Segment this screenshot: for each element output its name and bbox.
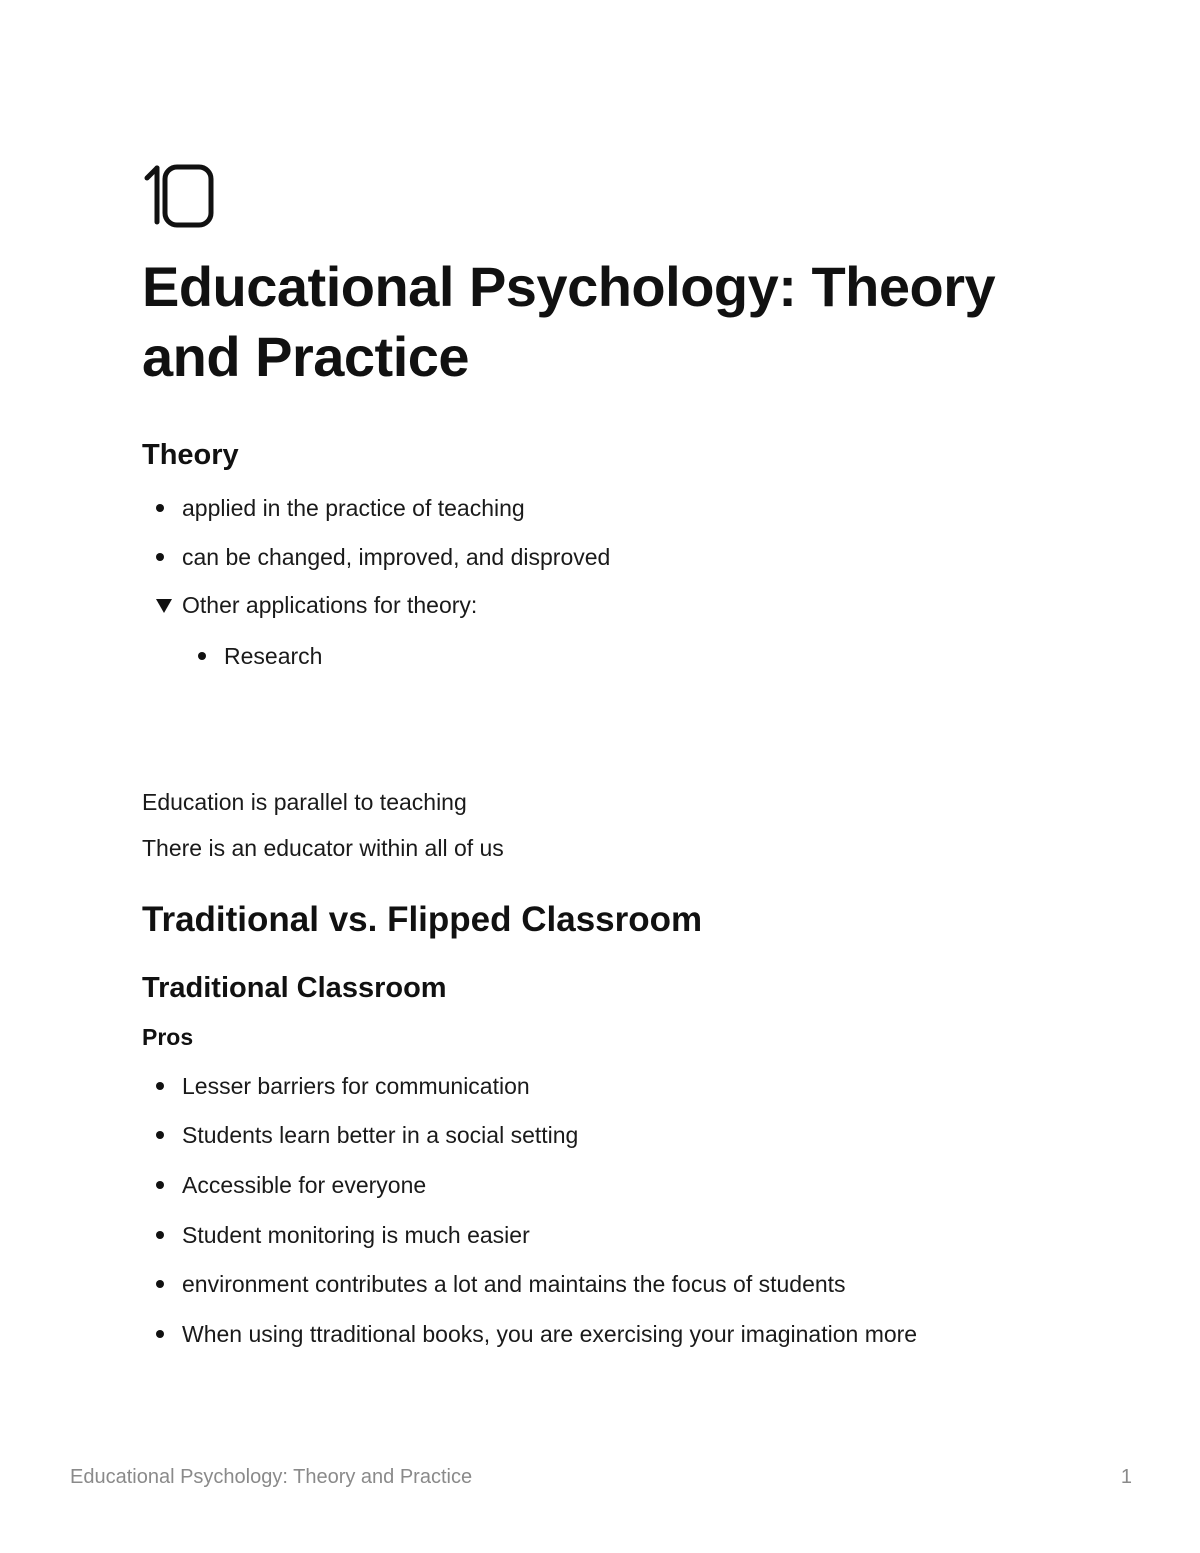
bullet-dot-icon	[156, 1330, 164, 1338]
heading-pros: Pros	[142, 1024, 194, 1050]
list-item	[156, 542, 610, 572]
bullet-dot-icon	[156, 1131, 164, 1139]
paragraph: There is an educator within all of us	[142, 835, 504, 861]
list-item-text: When using ttraditional books, you are exercising your imagination more	[182, 1321, 918, 1347]
heading-traditional-vs-flipped: Traditional vs. Flipped Classroom	[142, 900, 703, 939]
heading-traditional-classroom: Traditional Classroom	[142, 972, 447, 1004]
triangle-down-icon[interactable]	[156, 599, 172, 613]
list-item-text: Research	[224, 643, 323, 669]
list-item-text: Student monitoring is much easier	[182, 1222, 530, 1248]
list-item	[156, 1220, 530, 1250]
bullet-dot-icon	[156, 1082, 164, 1090]
list-item	[156, 1269, 846, 1299]
footer-page-number: 1	[1120, 1466, 1132, 1488]
footer-document-title: Educational Psychology: Theory and Practice	[70, 1466, 473, 1488]
bullet-dot-icon	[156, 504, 164, 512]
paragraph: Education is parallel to teaching	[142, 789, 467, 815]
heading-theory: Theory	[142, 439, 239, 471]
list-item-text: Students learn better in a social setting	[182, 1122, 579, 1148]
list-item-text: applied in the practice of teaching	[182, 495, 525, 521]
toggle-label: Other applications for theory:	[182, 592, 478, 618]
list-item	[156, 493, 525, 523]
page-icon	[143, 160, 215, 230]
bullet-dot-icon	[156, 1280, 164, 1288]
list-item	[156, 1319, 917, 1349]
page-title: Educational Psychology: Theory and Practice	[142, 255, 996, 388]
list-item	[156, 1170, 426, 1200]
list-item-text: environment contributes a lot and maintains the focus of students	[182, 1271, 846, 1297]
list-item	[198, 641, 322, 671]
list-item	[156, 1120, 578, 1150]
list-item-text: Accessible for everyone	[182, 1172, 427, 1198]
list-item	[156, 1071, 530, 1101]
bullet-dot-icon	[156, 1181, 164, 1189]
bullet-dot-icon	[156, 553, 164, 561]
bullet-dot-icon	[198, 652, 206, 660]
list-item-text: Lesser barriers for communication	[182, 1073, 530, 1099]
list-item-text: can be changed, improved, and disproved	[182, 544, 611, 570]
bullet-dot-icon	[156, 1231, 164, 1239]
toggle-other-applications[interactable]	[156, 590, 477, 620]
